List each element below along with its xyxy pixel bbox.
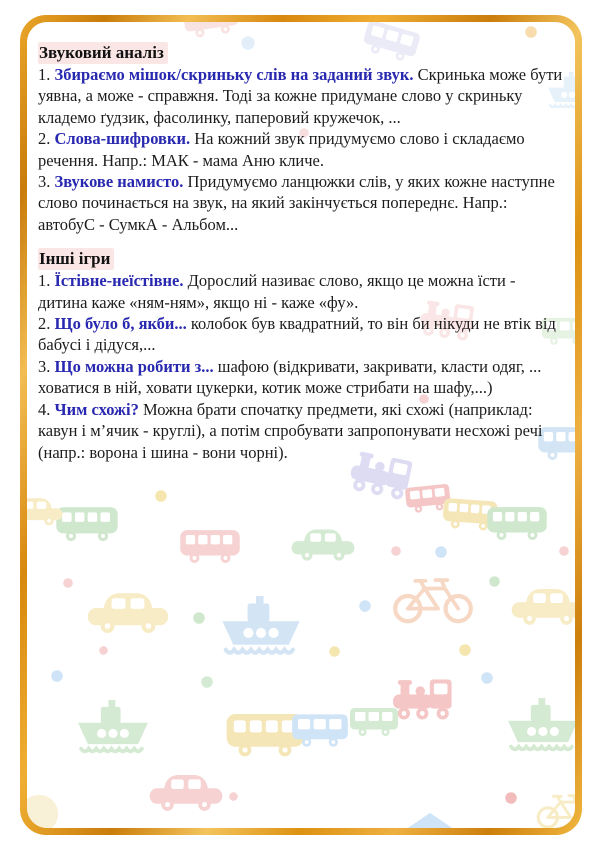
list-item [38, 356, 567, 399]
list-item [38, 128, 567, 171]
dot-icon [201, 676, 213, 688]
car-icon [291, 527, 355, 562]
section-sound-analysis [38, 42, 567, 235]
item-number: 3. [38, 356, 51, 376]
game-title: Слова-шифровки. [54, 129, 191, 149]
document-content [27, 22, 575, 463]
car-icon [27, 496, 63, 527]
wagon-icon [291, 712, 349, 748]
dot-icon [505, 792, 517, 804]
game-description: колобок був квадратний, то він би нікуди не втік від бабусі і дідуся,... [38, 314, 556, 355]
bike-icon [391, 570, 475, 624]
section-other-games [38, 248, 567, 463]
dot-icon [51, 670, 63, 682]
item-number: 1. [38, 65, 51, 84]
game-description: Придумуємо ланцюжки слів, у яких кожне наступне слово починається на звук, на який закінчується попереднє. Напр.: автобуС - СумкА - Альбом... [38, 172, 555, 234]
game-title: Збираємо мішок/скриньку слів на заданий звук. [54, 65, 414, 84]
dot-icon [481, 672, 493, 684]
item-number: 2. [38, 314, 51, 334]
car-icon [87, 590, 169, 635]
list-item [38, 171, 567, 235]
game-description: Можна брати спочатку предмети, які схожі (наприклад: кавун і м’ячик - круглі), а потім спробувати запропонувати несхожі речі (напр.: ворона і шина - вони чорні). [38, 399, 543, 462]
loco-icon [389, 674, 457, 723]
car-icon [511, 586, 575, 627]
section-heading: Звуковий аналіз [38, 42, 168, 64]
dot-icon [63, 578, 73, 588]
item-number: 1. [38, 271, 51, 291]
game-title: Чим схожі? [54, 399, 139, 419]
bus-icon [179, 527, 241, 564]
game-description: Скринька може бути уявна, а може - справжня. Тоді за кожне придумане слово у скриньку кладемо ґудзик, фасолинку, паперовий кружечок, ... [38, 65, 563, 127]
gold-border-frame [20, 15, 582, 835]
boat-icon [75, 700, 151, 755]
list-item [38, 270, 567, 313]
dot-icon [27, 794, 59, 828]
dot-icon [155, 490, 167, 502]
document-card [27, 22, 575, 828]
bus-icon [55, 504, 119, 542]
item-number: 3. [38, 172, 51, 192]
boat-icon [505, 698, 575, 753]
boat-icon [219, 596, 303, 656]
dot-icon [559, 546, 569, 556]
game-description: Дорослий називає слово, якщо це можна їсти - дитина каже «ням-ням», якщо ні - каже «фу». [38, 271, 516, 312]
game-title: Що можна робити з... [54, 356, 214, 376]
list-item [38, 64, 567, 128]
item-number: 2. [38, 129, 51, 149]
bike-icon [535, 788, 575, 828]
dot-icon [459, 644, 471, 656]
bus-icon [486, 504, 548, 541]
list-item [38, 399, 567, 463]
game-title: Звукове намисто. [54, 172, 184, 192]
plane-icon [387, 806, 473, 828]
game-description: На кожний звук придумуємо слово і складаємо речення. Напр.: МАК - мама Аню кличе. [38, 129, 525, 170]
car-icon [149, 772, 223, 813]
dot-icon [391, 546, 401, 556]
game-title: Їстівне-неїстівне. [54, 271, 184, 291]
dot-icon [329, 646, 340, 657]
item-number: 4. [38, 399, 51, 419]
section-heading: Інші ігри [38, 248, 114, 270]
dot-icon [359, 600, 371, 612]
dot-icon [489, 576, 500, 587]
list-item [38, 313, 567, 356]
game-description: шафою (відкривати, закривати, класти одяг, ... ховатися в ній, ховати цукерки, котик може стрибати на шафу,...) [38, 356, 542, 398]
dot-icon [229, 792, 238, 801]
dot-icon [193, 612, 205, 624]
dot-icon [435, 546, 447, 558]
game-title: Що було б, якби... [54, 314, 187, 334]
dot-icon [99, 646, 108, 655]
